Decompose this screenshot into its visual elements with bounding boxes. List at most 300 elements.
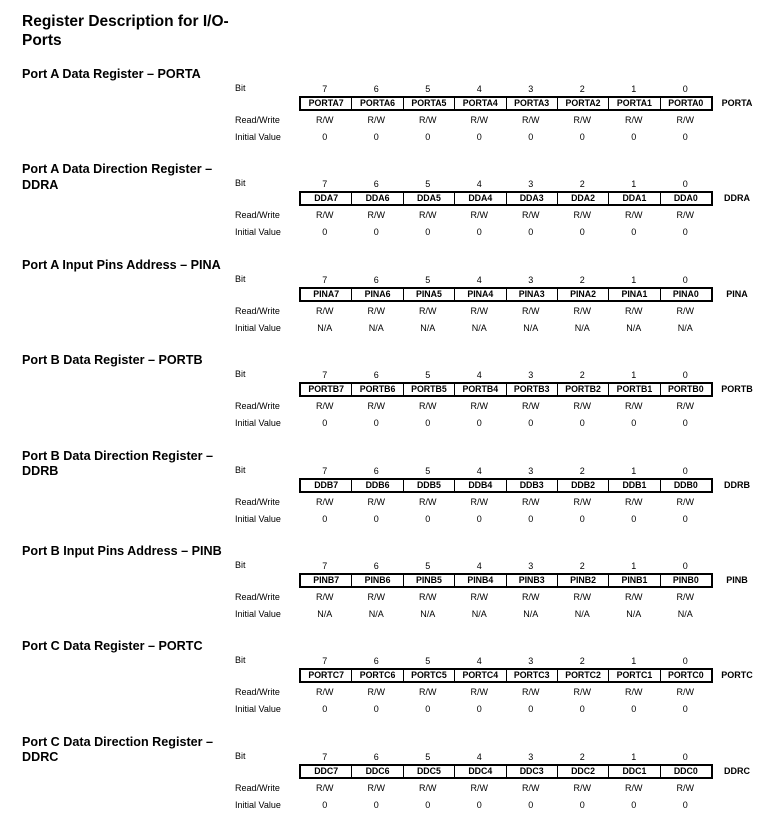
access-value: R/W — [419, 115, 437, 125]
register-section — [0, 735, 783, 825]
bit-number: 2 — [579, 656, 585, 667]
register-name: DDRC — [724, 765, 750, 776]
read-write-row — [299, 306, 713, 317]
initial-value-row — [299, 132, 713, 143]
access-value: R/W — [470, 401, 488, 412]
access-value: R/W — [625, 496, 643, 507]
read-write-row — [299, 783, 713, 794]
register-section-title: Port B Data Direction Register – DDRB — [22, 448, 214, 479]
initial-value: 0 — [322, 132, 328, 142]
access-value: R/W — [419, 782, 437, 793]
initial-value-row-label: Initial Value — [235, 513, 281, 524]
access-value: R/W — [470, 305, 488, 316]
bit-field-name: PINB7 — [301, 575, 352, 586]
initial-value-row — [299, 418, 713, 429]
bit-field-name: DDC1 — [609, 766, 660, 777]
access-value: R/W — [316, 782, 334, 793]
bit-number-row — [299, 466, 713, 477]
initial-value-row-label: Initial Value — [235, 609, 281, 619]
bit-number: 7 — [322, 561, 328, 571]
bit-number: 5 — [425, 84, 431, 94]
bit-field-name: PORTC1 — [609, 670, 660, 681]
initial-value: N/A — [317, 322, 333, 333]
bit-number: 1 — [631, 751, 637, 762]
bit-field-name: PINA4 — [455, 289, 506, 300]
initial-value: 0 — [476, 799, 482, 810]
bit-number: 3 — [528, 561, 534, 571]
register-section — [0, 67, 783, 157]
access-value: R/W — [676, 782, 694, 793]
access-value: R/W — [316, 592, 334, 602]
bit-number-row — [299, 84, 713, 95]
initial-value: 0 — [425, 418, 431, 429]
bit-number: 0 — [682, 370, 688, 381]
read-write-row-label: Read/Write — [235, 115, 280, 125]
initial-value-row-label: Initial Value — [235, 322, 281, 333]
initial-value: 0 — [682, 704, 688, 715]
access-value: R/W — [316, 401, 334, 412]
bit-number: 7 — [322, 465, 328, 476]
access-value: R/W — [676, 115, 694, 125]
access-value: R/W — [625, 305, 643, 316]
bit-field-name: PORTB2 — [558, 384, 609, 395]
initial-value: 0 — [682, 132, 688, 142]
bit-field-name: PINA0 — [672, 288, 699, 299]
initial-value: 0 — [528, 227, 534, 238]
bit-row-label: Bit — [235, 273, 246, 284]
initial-value: 0 — [631, 227, 637, 238]
bit-field-name: PINA7 — [301, 289, 352, 300]
bit-number: 4 — [476, 465, 482, 476]
access-value: R/W — [367, 687, 385, 698]
bit-field-name: PINA6 — [352, 289, 403, 300]
access-value: R/W — [573, 592, 591, 602]
bit-field-name: PORTA4 — [455, 98, 506, 109]
bit-number-row — [299, 656, 713, 667]
initial-value: N/A — [420, 609, 436, 619]
bit-field-name: PORTB4 — [455, 384, 506, 395]
access-value: R/W — [573, 401, 591, 412]
initial-value: 0 — [631, 704, 637, 715]
access-value: R/W — [470, 687, 488, 698]
initial-value: N/A — [574, 609, 590, 619]
bit-number: 4 — [476, 656, 482, 667]
access-value: R/W — [522, 496, 540, 507]
bit-number: 6 — [373, 656, 379, 667]
bit-field-name: PINB1 — [609, 575, 660, 586]
register-bit-fields — [299, 573, 713, 588]
bit-number: 0 — [682, 656, 688, 667]
access-value: R/W — [419, 687, 437, 698]
initial-value: 0 — [373, 418, 379, 429]
bit-field-name: PINB6 — [352, 575, 403, 586]
bit-number: 3 — [528, 84, 534, 94]
access-value: R/W — [419, 305, 437, 316]
bit-field-name: PINA5 — [404, 289, 455, 300]
bit-number: 7 — [322, 656, 328, 667]
initial-value: 0 — [322, 513, 328, 524]
initial-value: 0 — [476, 704, 482, 715]
initial-value: 0 — [425, 799, 431, 810]
bit-field-name: PORTB7 — [301, 384, 352, 395]
read-write-row-label: Read/Write — [235, 401, 280, 412]
bit-number: 3 — [528, 751, 534, 762]
access-value: R/W — [676, 210, 694, 221]
initial-value: N/A — [523, 322, 539, 333]
read-write-row — [299, 210, 713, 221]
bit-field-name: PORTC3 — [507, 670, 558, 681]
register-bit-fields — [299, 287, 713, 302]
bit-field-name: DDB2 — [558, 480, 609, 491]
initial-value: 0 — [322, 227, 328, 238]
bit-field-name: PINB3 — [507, 575, 558, 586]
initial-value: N/A — [677, 322, 693, 333]
read-write-row — [299, 401, 713, 412]
initial-value: N/A — [368, 322, 384, 333]
bit-field-name: PORTA0 — [668, 98, 704, 108]
bit-field-name: DDB4 — [455, 480, 506, 491]
register-name: PINA — [726, 288, 748, 299]
bit-number: 4 — [476, 370, 482, 381]
bit-row-label: Bit — [235, 464, 246, 475]
bit-number: 4 — [476, 751, 482, 762]
initial-value: 0 — [631, 132, 637, 142]
bit-number: 0 — [682, 465, 688, 476]
bit-field-name: PORTB5 — [404, 384, 455, 395]
bit-field-name: PORTC4 — [455, 670, 506, 681]
bit-field-name: DDA2 — [558, 193, 609, 204]
bit-field-name: DDC6 — [352, 766, 403, 777]
bit-field-name: PINA3 — [507, 289, 558, 300]
bit-field-name: PINA2 — [558, 289, 609, 300]
bit-row-label: Bit — [235, 83, 246, 93]
initial-value: 0 — [579, 418, 585, 429]
register-bit-fields — [299, 668, 713, 683]
bit-number-row — [299, 179, 713, 190]
initial-value: N/A — [368, 609, 384, 619]
bit-field-name: PINB5 — [404, 575, 455, 586]
initial-value: N/A — [626, 609, 642, 619]
access-value: R/W — [316, 115, 334, 125]
bit-number: 7 — [322, 751, 328, 762]
register-section — [0, 449, 783, 539]
initial-value: 0 — [579, 799, 585, 810]
register-bit-fields — [299, 96, 713, 111]
read-write-row-label: Read/Write — [235, 592, 280, 602]
bit-number-row — [299, 561, 713, 572]
bit-number: 7 — [322, 274, 328, 285]
register-section-title: Port B Data Register – PORTB — [22, 353, 203, 368]
initial-value-row — [299, 514, 713, 525]
initial-value-row — [299, 704, 713, 715]
bit-number: 6 — [373, 370, 379, 381]
access-value: R/W — [676, 401, 694, 412]
access-value: R/W — [573, 210, 591, 221]
bit-number: 6 — [373, 274, 379, 285]
bit-number: 4 — [476, 561, 482, 571]
bit-field-name: PORTC5 — [404, 670, 455, 681]
bit-field-name: DDA3 — [507, 193, 558, 204]
initial-value: 0 — [631, 418, 637, 429]
register-name: PORTA — [721, 98, 753, 108]
bit-field-name: DDA6 — [352, 193, 403, 204]
initial-value-row-label: Initial Value — [235, 227, 281, 238]
bit-field-name: PINA1 — [609, 289, 660, 300]
register-name: PINB — [726, 575, 748, 585]
register-section-title: Port A Data Direction Register – DDRA — [22, 162, 213, 192]
register-section — [0, 639, 783, 729]
access-value: R/W — [419, 496, 437, 507]
access-value: R/W — [522, 210, 540, 221]
register-name: DDRB — [724, 479, 750, 490]
initial-value: 0 — [682, 418, 688, 429]
bit-field-name: DDC2 — [558, 766, 609, 777]
bit-number: 3 — [528, 179, 534, 190]
initial-value: 0 — [579, 704, 585, 715]
initial-value: 0 — [425, 513, 431, 524]
access-value: R/W — [522, 115, 540, 125]
bit-field-name: PINB2 — [558, 575, 609, 586]
bit-number: 1 — [631, 656, 637, 667]
bit-field-name: DDC3 — [507, 766, 558, 777]
bit-number: 2 — [579, 370, 585, 381]
initial-value-row-label: Initial Value — [235, 418, 281, 429]
bit-number: 2 — [579, 84, 585, 94]
register-section — [0, 162, 783, 252]
initial-value: 0 — [476, 513, 482, 524]
bit-number: 4 — [476, 274, 482, 285]
bit-number: 1 — [631, 179, 637, 190]
page-title: Register Description for I/O-Ports — [22, 13, 229, 49]
initial-value: 0 — [322, 418, 328, 429]
bit-number: 2 — [579, 751, 585, 762]
initial-value: 0 — [373, 227, 379, 238]
bit-number: 7 — [322, 370, 328, 381]
bit-field-name: DDC5 — [404, 766, 455, 777]
initial-value-row — [299, 609, 713, 620]
register-name: PORTC — [721, 670, 753, 681]
bit-field-name: PORTB0 — [667, 384, 704, 395]
access-value: R/W — [522, 592, 540, 602]
access-value: R/W — [419, 592, 437, 602]
access-value: R/W — [367, 115, 385, 125]
access-value: R/W — [316, 305, 334, 316]
access-value: R/W — [522, 782, 540, 793]
bit-number: 1 — [631, 561, 637, 571]
bit-number: 1 — [631, 274, 637, 285]
bit-number-row — [299, 370, 713, 381]
initial-value: 0 — [476, 227, 482, 238]
bit-field-name: PINB4 — [455, 575, 506, 586]
bit-number: 2 — [579, 561, 585, 571]
access-value: R/W — [316, 496, 334, 507]
access-value: R/W — [470, 592, 488, 602]
bit-field-name: PORTA5 — [404, 98, 455, 109]
bit-number: 1 — [631, 84, 637, 94]
register-section — [0, 353, 783, 443]
bit-number: 1 — [631, 465, 637, 476]
register-section-title: Port B Input Pins Address – PINB — [22, 544, 222, 558]
read-write-row-label: Read/Write — [235, 782, 280, 793]
bit-number: 6 — [373, 465, 379, 476]
bit-field-name: DDB3 — [507, 480, 558, 491]
bit-field-name: DDB0 — [673, 479, 698, 490]
register-section-title: Port C Data Register – PORTC — [22, 639, 203, 654]
initial-value: 0 — [528, 799, 534, 810]
access-value: R/W — [470, 210, 488, 221]
bit-field-name: DDC4 — [455, 766, 506, 777]
bit-field-name: DDB1 — [609, 480, 660, 491]
initial-value: N/A — [677, 609, 693, 619]
initial-value: 0 — [528, 704, 534, 715]
register-bit-fields — [299, 478, 713, 493]
bit-field-name: PORTC2 — [558, 670, 609, 681]
bit-field-name: PINB0 — [672, 575, 699, 585]
initial-value: 0 — [373, 132, 379, 142]
access-value: R/W — [625, 592, 643, 602]
bit-field-name: PORTB3 — [507, 384, 558, 395]
bit-row-label: Bit — [235, 655, 246, 666]
access-value: R/W — [625, 782, 643, 793]
bit-number: 6 — [373, 561, 379, 571]
initial-value: N/A — [471, 322, 487, 333]
bit-field-name: DDA4 — [455, 193, 506, 204]
initial-value: 0 — [425, 704, 431, 715]
bit-field-name: PORTC0 — [667, 670, 704, 681]
access-value: R/W — [625, 210, 643, 221]
bit-number: 2 — [579, 179, 585, 190]
bit-field-name: DDA7 — [301, 193, 352, 204]
bit-field-name: PORTA1 — [609, 98, 660, 109]
initial-value: 0 — [373, 799, 379, 810]
bit-number: 4 — [476, 84, 482, 94]
bit-number: 5 — [425, 274, 431, 285]
access-value: R/W — [625, 401, 643, 412]
bit-number: 3 — [528, 465, 534, 476]
initial-value: 0 — [425, 132, 431, 142]
bit-number: 5 — [425, 465, 431, 476]
register-bit-fields — [299, 764, 713, 779]
initial-value: N/A — [420, 322, 436, 333]
access-value: R/W — [316, 687, 334, 698]
initial-value: 0 — [373, 704, 379, 715]
bit-number: 2 — [579, 465, 585, 476]
register-name: DDRA — [724, 193, 750, 204]
bit-number-row — [299, 275, 713, 286]
read-write-row — [299, 115, 713, 126]
initial-value: 0 — [373, 513, 379, 524]
access-value: R/W — [419, 401, 437, 412]
initial-value: 0 — [476, 132, 482, 142]
access-value: R/W — [676, 592, 694, 602]
bit-field-name: PORTA7 — [301, 98, 352, 109]
bit-number: 1 — [631, 370, 637, 381]
bit-number: 3 — [528, 656, 534, 667]
access-value: R/W — [676, 687, 694, 698]
bit-number: 0 — [682, 179, 688, 190]
bit-row-label: Bit — [235, 560, 246, 570]
bit-number: 5 — [425, 179, 431, 190]
bit-field-name: DDA1 — [609, 193, 660, 204]
bit-number: 4 — [476, 179, 482, 190]
bit-field-name: PORTA6 — [352, 98, 403, 109]
register-section — [0, 258, 783, 348]
register-section-title: Port C Data Direction Register – DDRC — [22, 734, 214, 765]
initial-value: 0 — [682, 799, 688, 810]
initial-value: 0 — [579, 513, 585, 524]
initial-value-row-label: Initial Value — [235, 132, 281, 142]
initial-value-row — [299, 323, 713, 334]
bit-number: 0 — [682, 751, 688, 762]
bit-number: 0 — [682, 561, 688, 571]
access-value: R/W — [573, 496, 591, 507]
initial-value-row — [299, 800, 713, 811]
read-write-row — [299, 497, 713, 508]
bit-field-name: PORTA2 — [558, 98, 609, 109]
initial-value: 0 — [476, 418, 482, 429]
bit-number: 6 — [373, 179, 379, 190]
register-section-title: Port A Input Pins Address – PINA — [22, 257, 221, 272]
access-value: R/W — [573, 115, 591, 125]
access-value: R/W — [522, 401, 540, 412]
read-write-row-label: Read/Write — [235, 210, 280, 221]
initial-value: N/A — [317, 609, 333, 619]
register-bit-fields — [299, 382, 713, 397]
initial-value: N/A — [626, 322, 642, 333]
bit-number-row — [299, 752, 713, 763]
initial-value: 0 — [322, 704, 328, 715]
initial-value-row-label: Initial Value — [235, 799, 281, 810]
initial-value-row — [299, 227, 713, 238]
access-value: R/W — [470, 782, 488, 793]
register-section — [0, 544, 783, 634]
access-value: R/W — [676, 305, 694, 316]
bit-field-name: DDB5 — [404, 480, 455, 491]
access-value: R/W — [367, 496, 385, 507]
bit-number: 6 — [373, 751, 379, 762]
initial-value: 0 — [528, 513, 534, 524]
bit-row-label: Bit — [235, 369, 246, 380]
bit-field-name: PORTB6 — [352, 384, 403, 395]
initial-value: N/A — [523, 609, 539, 619]
access-value: R/W — [367, 401, 385, 412]
access-value: R/W — [676, 496, 694, 507]
bit-number: 5 — [425, 561, 431, 571]
bit-number: 5 — [425, 370, 431, 381]
bit-field-name: PORTB1 — [609, 384, 660, 395]
initial-value: 0 — [528, 132, 534, 142]
bit-field-name: DDA5 — [404, 193, 455, 204]
access-value: R/W — [470, 115, 488, 125]
initial-value: 0 — [579, 132, 585, 142]
access-value: R/W — [367, 210, 385, 221]
initial-value: 0 — [579, 227, 585, 238]
access-value: R/W — [573, 305, 591, 316]
bit-number: 3 — [528, 274, 534, 285]
initial-value: 0 — [631, 799, 637, 810]
bit-number: 3 — [528, 370, 534, 381]
access-value: R/W — [316, 210, 334, 221]
bit-number: 5 — [425, 751, 431, 762]
access-value: R/W — [367, 305, 385, 316]
read-write-row — [299, 592, 713, 603]
bit-row-label: Bit — [235, 178, 246, 189]
initial-value: 0 — [631, 513, 637, 524]
access-value: R/W — [573, 687, 591, 698]
access-value: R/W — [367, 592, 385, 602]
bit-field-name: DDC7 — [301, 766, 352, 777]
bit-field-name: DDB6 — [352, 480, 403, 491]
